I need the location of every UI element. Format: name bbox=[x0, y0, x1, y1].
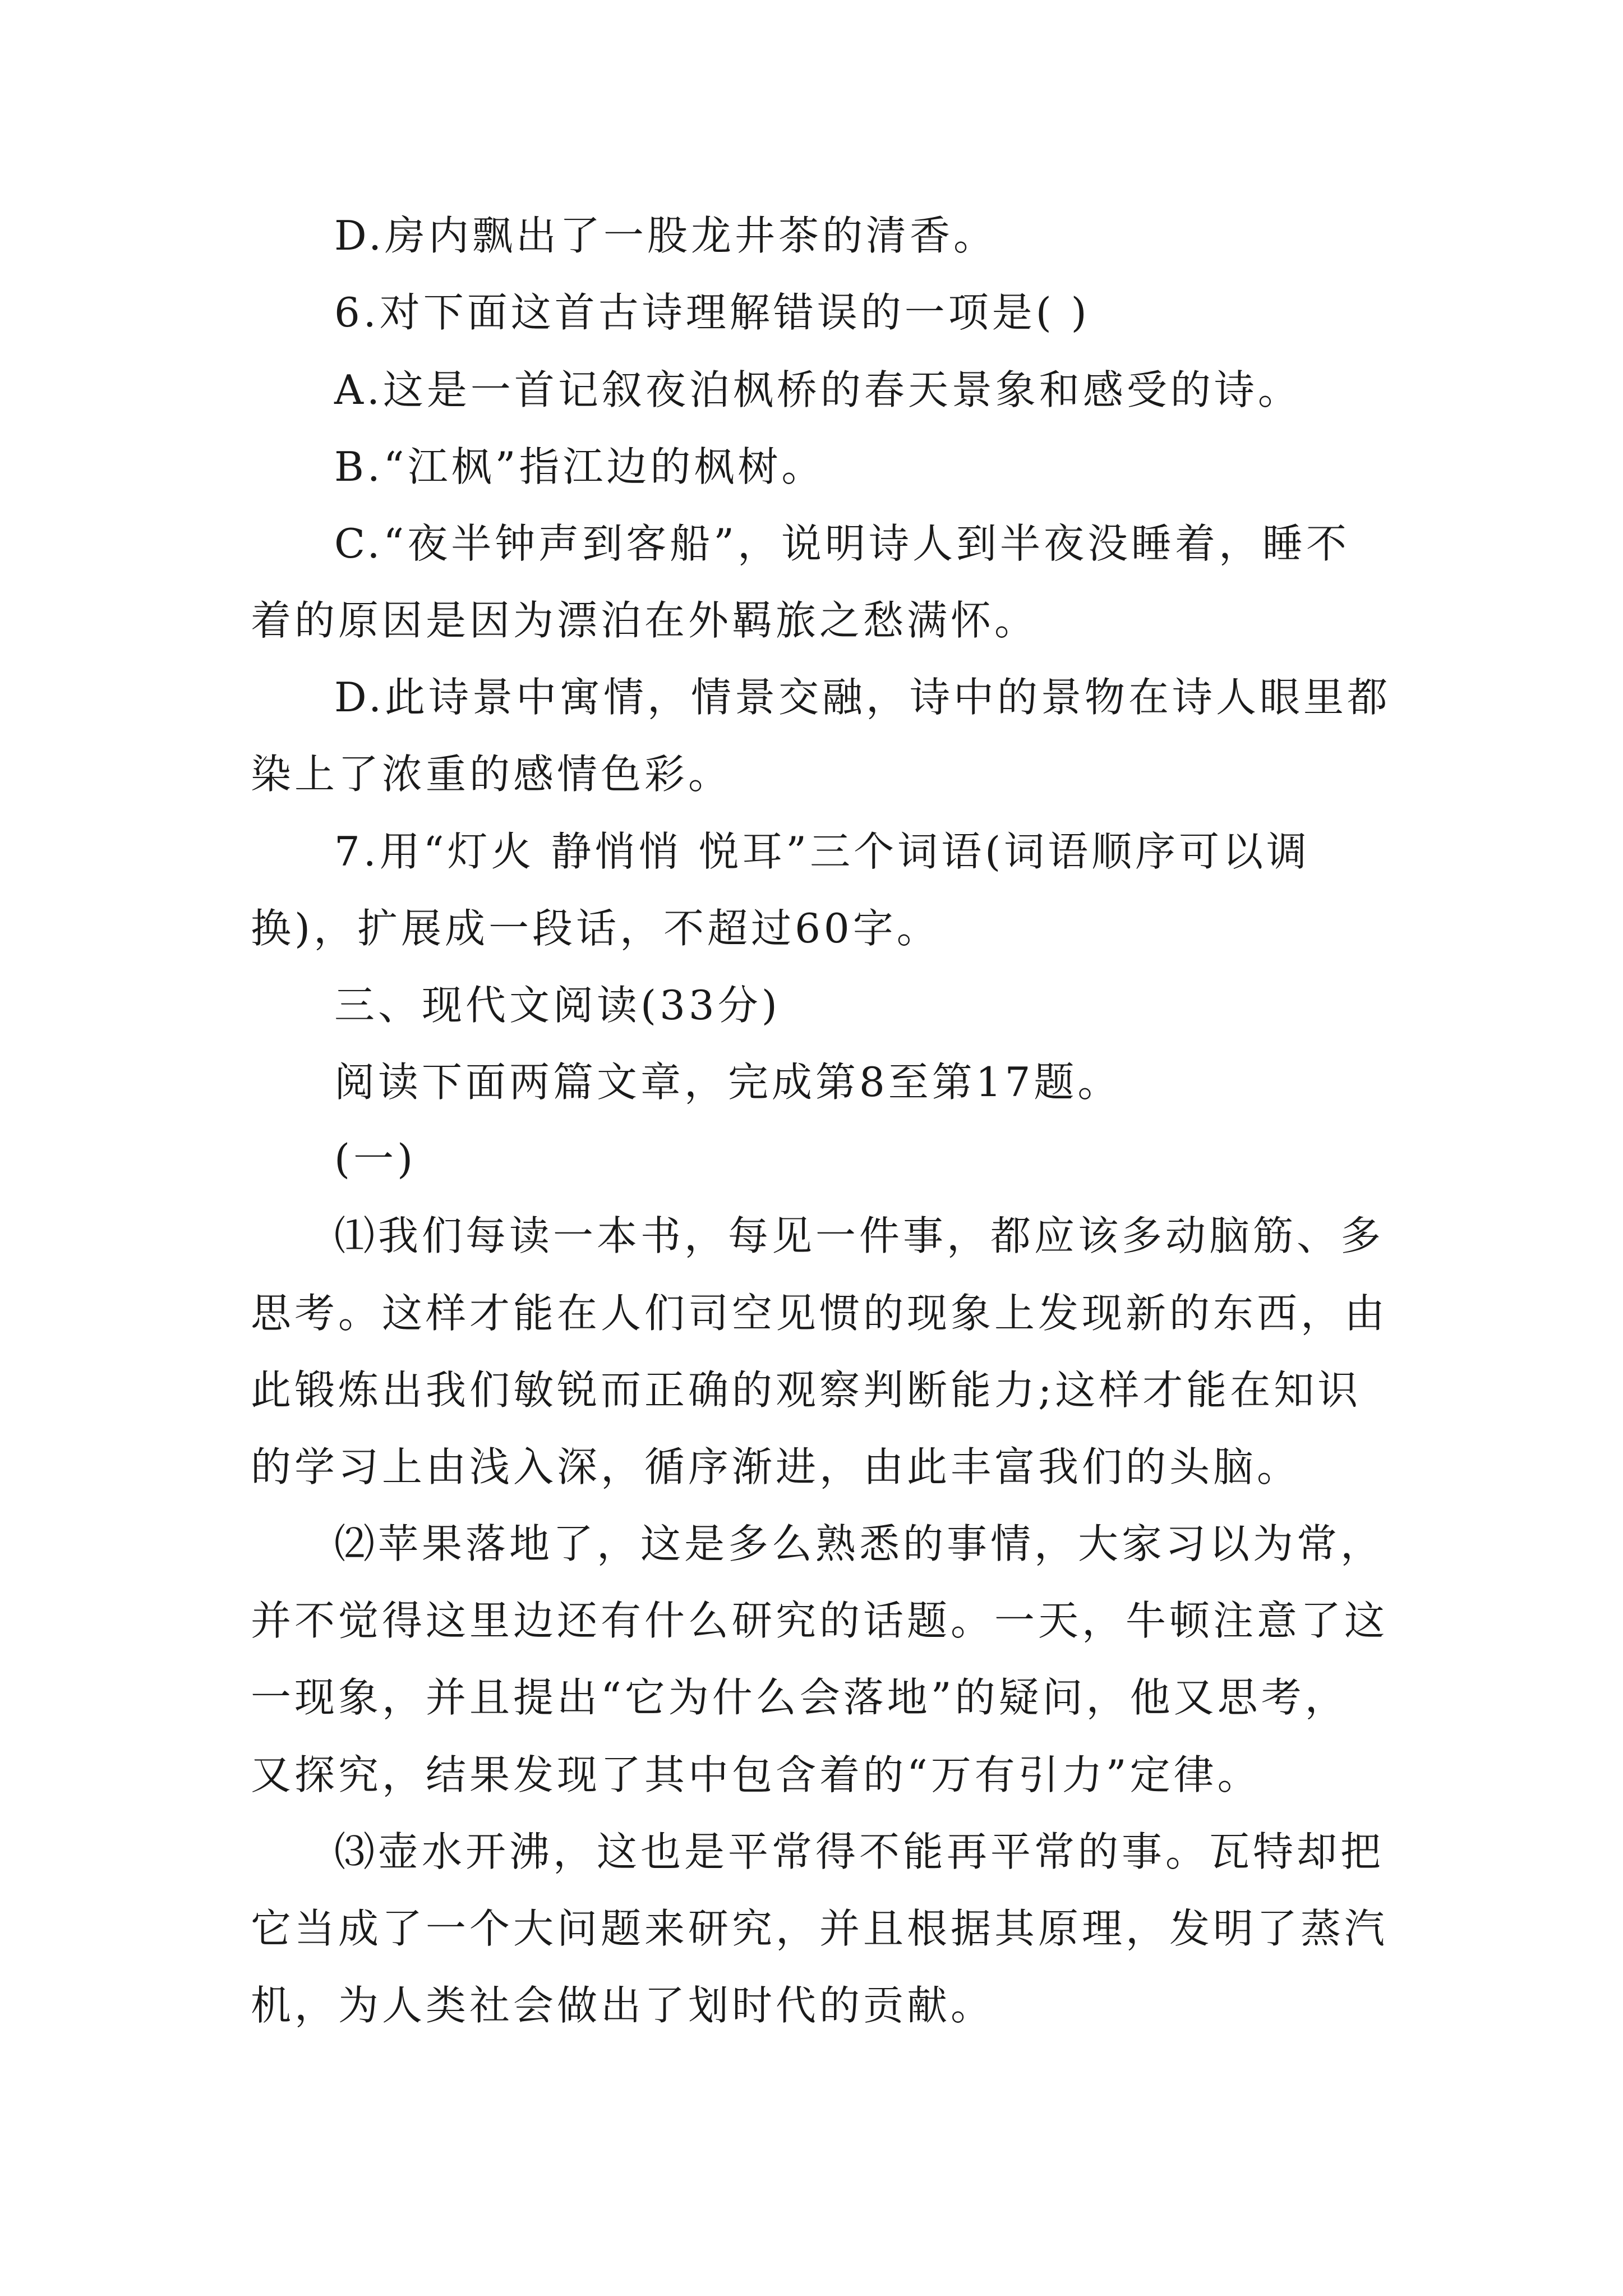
q6-option-c-line-2: 着的原因是因为漂泊在外羁旅之愁满怀。 bbox=[251, 597, 1039, 644]
question-7-line-2: 换)，扩展成一段话，不超过60字。 bbox=[251, 905, 940, 952]
paragraph-3-line-1: ⑶壶水开沸，这也是平常得不能再平常的事。瓦特却把 bbox=[334, 1828, 1385, 1875]
paragraph-3-line-3: 机，为人类社会做出了划时代的贡献。 bbox=[251, 1982, 995, 2029]
q6-option-a: A.这是一首记叙夜泊枫桥的春天景象和感受的诗。 bbox=[334, 366, 1302, 413]
question-7-line-1: 7.用“灯火 静悄悄 悦耳”三个词语(词语顺序可以调 bbox=[334, 828, 1311, 875]
question-6-stem: 6.对下面这首古诗理解错误的一项是( ) bbox=[334, 289, 1090, 336]
paragraph-1-line-4: 的学习上由浅入深，循序渐进，由此丰富我们的头脑。 bbox=[251, 1443, 1301, 1490]
paragraph-2-line-4: 又探究，结果发现了其中包含着的“万有引力”定律。 bbox=[251, 1751, 1261, 1798]
section-heading: 三、现代文阅读(33分) bbox=[334, 982, 781, 1029]
q6-option-c-line-1: C.“夜半钟声到客船”，说明诗人到半夜没睡着，睡不 bbox=[334, 520, 1350, 567]
option-d-line: D.房内飘出了一股龙井茶的清香。 bbox=[334, 212, 998, 259]
paragraph-1-line-2: 思考。这样才能在人们司空见惯的现象上发现新的东西，由 bbox=[251, 1290, 1389, 1337]
paragraph-1-line-3: 此锻炼出我们敏锐而正确的观察判断能力;这样才能在知识 bbox=[251, 1366, 1362, 1414]
q6-option-d-line-1: D.此诗景中寓情，情景交融，诗中的景物在诗人眼里都 bbox=[334, 674, 1391, 721]
paragraph-2-line-1: ⑵苹果落地了，这是多么熟悉的事情，大家习以为常， bbox=[334, 1520, 1385, 1567]
paragraph-3-line-2: 它当成了一个大问题来研究，并且根据其原理，发明了蒸汽 bbox=[251, 1905, 1389, 1952]
paragraph-2-line-3: 一现象，并且提出“它为什么会落地”的疑问，他又思考， bbox=[251, 1674, 1349, 1721]
paragraph-2-line-2: 并不觉得这里边还有什么研究的话题。一天，牛顿注意了这 bbox=[251, 1597, 1389, 1644]
q6-option-b: B.“江枫”指江边的枫树。 bbox=[334, 443, 826, 490]
paragraph-1-line-1: ⑴我们每读一本书，每见一件事，都应该多动脑筋、多 bbox=[334, 1212, 1385, 1259]
passage-number: (一) bbox=[334, 1135, 417, 1182]
q6-option-d-line-2: 染上了浓重的感情色彩。 bbox=[251, 751, 732, 798]
reading-instruction: 阅读下面两篇文章，完成第8至第17题。 bbox=[334, 1059, 1122, 1106]
